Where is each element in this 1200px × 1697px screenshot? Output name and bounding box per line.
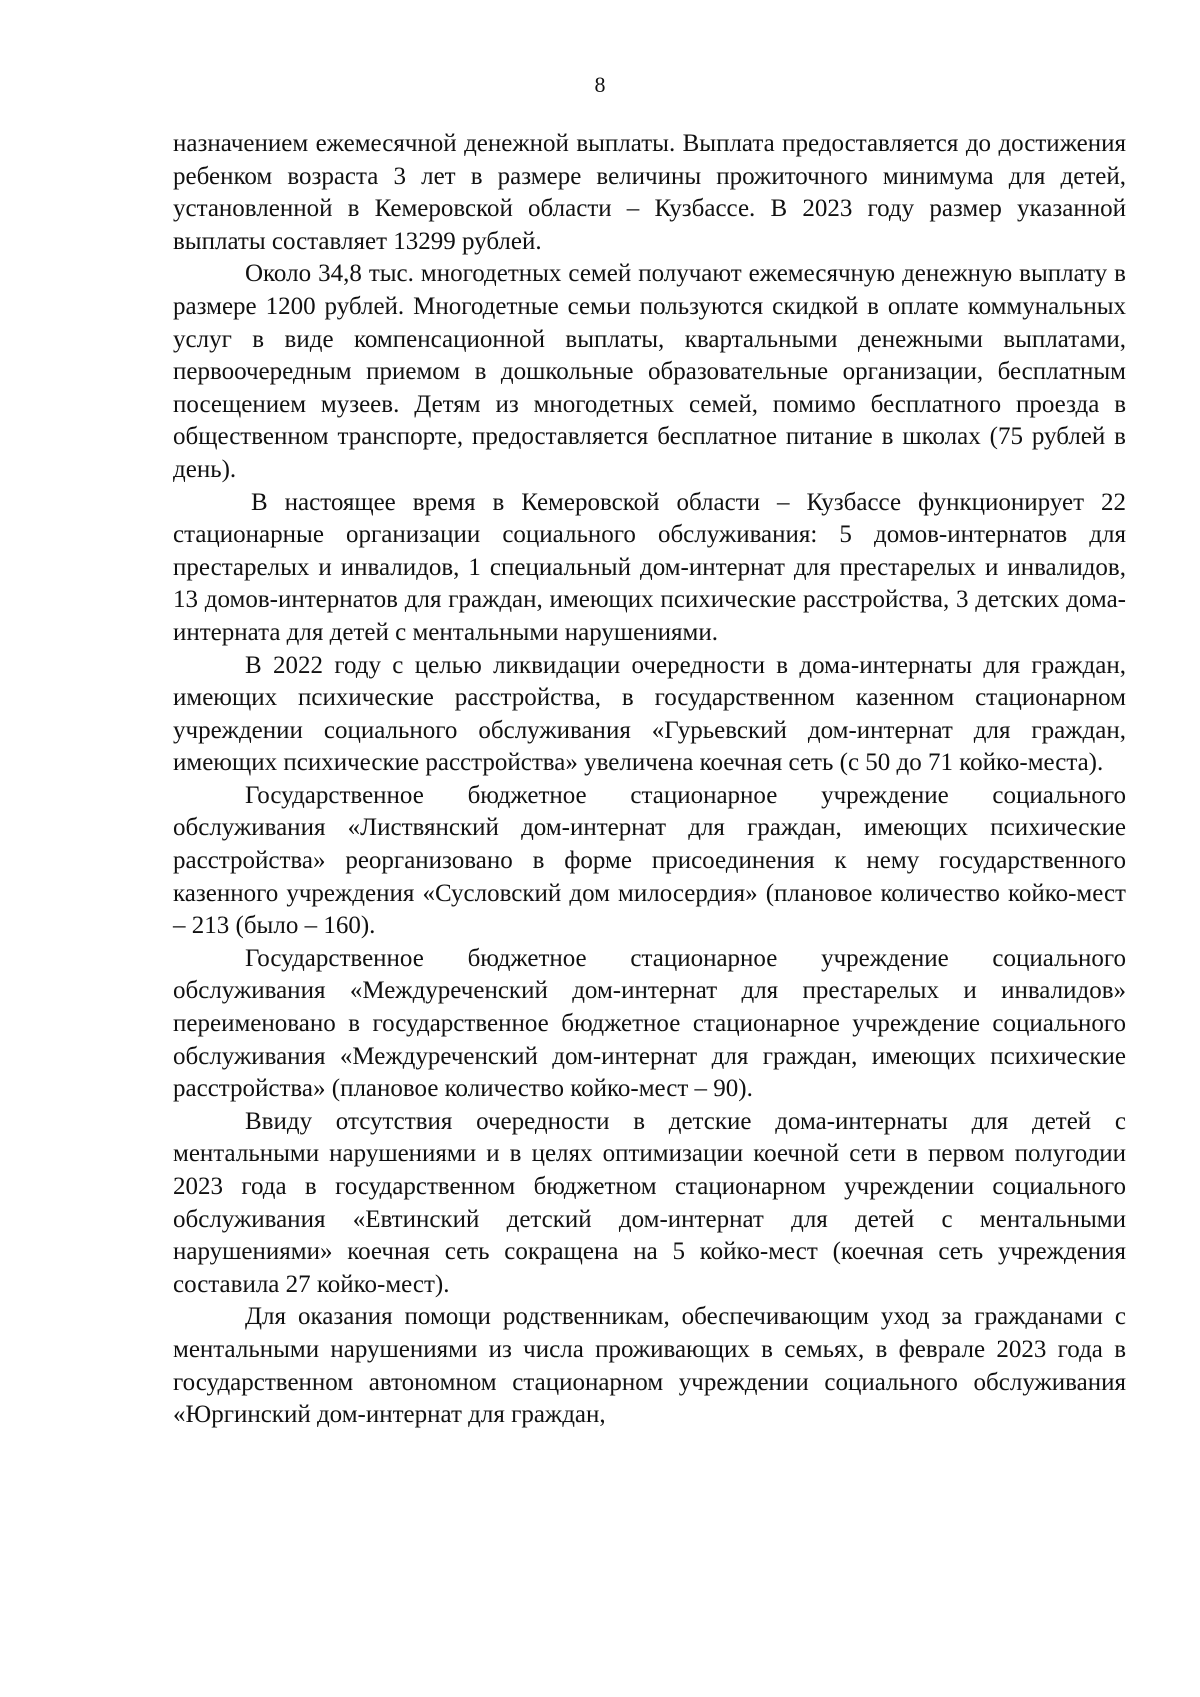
page-number: 8 (594, 72, 606, 97)
document-body (173, 128, 1126, 1432)
paragraph-large-families: Около 34,8 тыс. многодетных семей получают ежемесячную денежную выплату в размере 1200 рублей. Многодетные семьи пользуются скидкой в оплате коммунальных услуг в виде компенсационной выплаты, квартальными денежными выплатами, первоочередным приемом в дошкольные образовательные организации, бесплатным посещением музеев. Детям из многодетных семей, помимо бесплатного проезда в общественном транспорте, предоставляется бесплатное питание в школах (75 рублей в день). (173, 260, 1126, 483)
paragraph-mezhdurechensky-institution: Государственное бюджетное стационарное учреждение социального обслуживания «Междуреченский дом-интернат для престарелых и инвалидов» переименовано в государственное бюджетное стационарное учреждение социального обслуживания «Междуреченский дом-интернат для граждан, имеющих психические расстройства» (плановое количество койко-мест – 90). (173, 944, 1126, 1103)
paragraph-child-benefit-continuation: назначением ежемесячной денежной выплаты. Выплата предоставляется до достижения ребенком возраста 3 лет в размере величины прожиточного минимума для детей, установленной в Кемеровской области – Кузбассе. В 2023 году размер указанной выплаты составляет 13299 рублей. (173, 130, 1126, 255)
paragraph-residential-organizations: В настоящее время в Кемеровской области – Кузбассе функционирует 22 стационарные организации социального обслуживания: 5 домов-интернатов для престарелых и инвалидов, 1 специальный дом-интернат для престарелых и инвалидов, 13 домов-интернатов для граждан, имеющих психические расстройства, 3 детских дома-интерната для детей с ментальными нарушениями. (173, 488, 1126, 646)
paragraph-listvyansky-institution: Государственное бюджетное стационарное учреждение социального обслуживания «Листвянский дом-интернат для граждан, имеющих психические расстройства» реорганизовано в форме присоединения к нему государственного казенного учреждения «Сусловский дом милосердия» (плановое количество койко-мест – 213 (было – 160). (173, 781, 1126, 940)
paragraph-yurginsky-institution: Для оказания помощи родственникам, обеспечивающим уход за гражданами с ментальными нарушениями из числа проживающих в семьях, в феврале 2023 года в государственном автономном стационарном учреждении социального обслуживания «Юргинский дом-интернат для граждан, (173, 1303, 1126, 1429)
paragraph-evtinsky-institution: Ввиду отсутствия очередности в детские дома-интернаты для детей с ментальными нарушениями и в целях оптимизации коечной сети в первом полугодии 2023 года в государственном бюджетном стационарном учреждении социального обслуживания «Евтинский детский дом-интернат для детей с ментальными нарушениями» коечная сеть сокращена на 5 койко-мест (коечная сеть учреждения составила 27 койко-мест). (173, 1107, 1126, 1298)
paragraph-guryevsky-institution: В 2022 году с целью ликвидации очередности в дома-интернаты для граждан, имеющих психические расстройства, в государственном казенном стационарном учреждении социального обслуживания «Гурьевский дом-интернат для граждан, имеющих психические расстройства» увеличена коечная сеть (с 50 до 71 койко-места). (173, 651, 1126, 777)
